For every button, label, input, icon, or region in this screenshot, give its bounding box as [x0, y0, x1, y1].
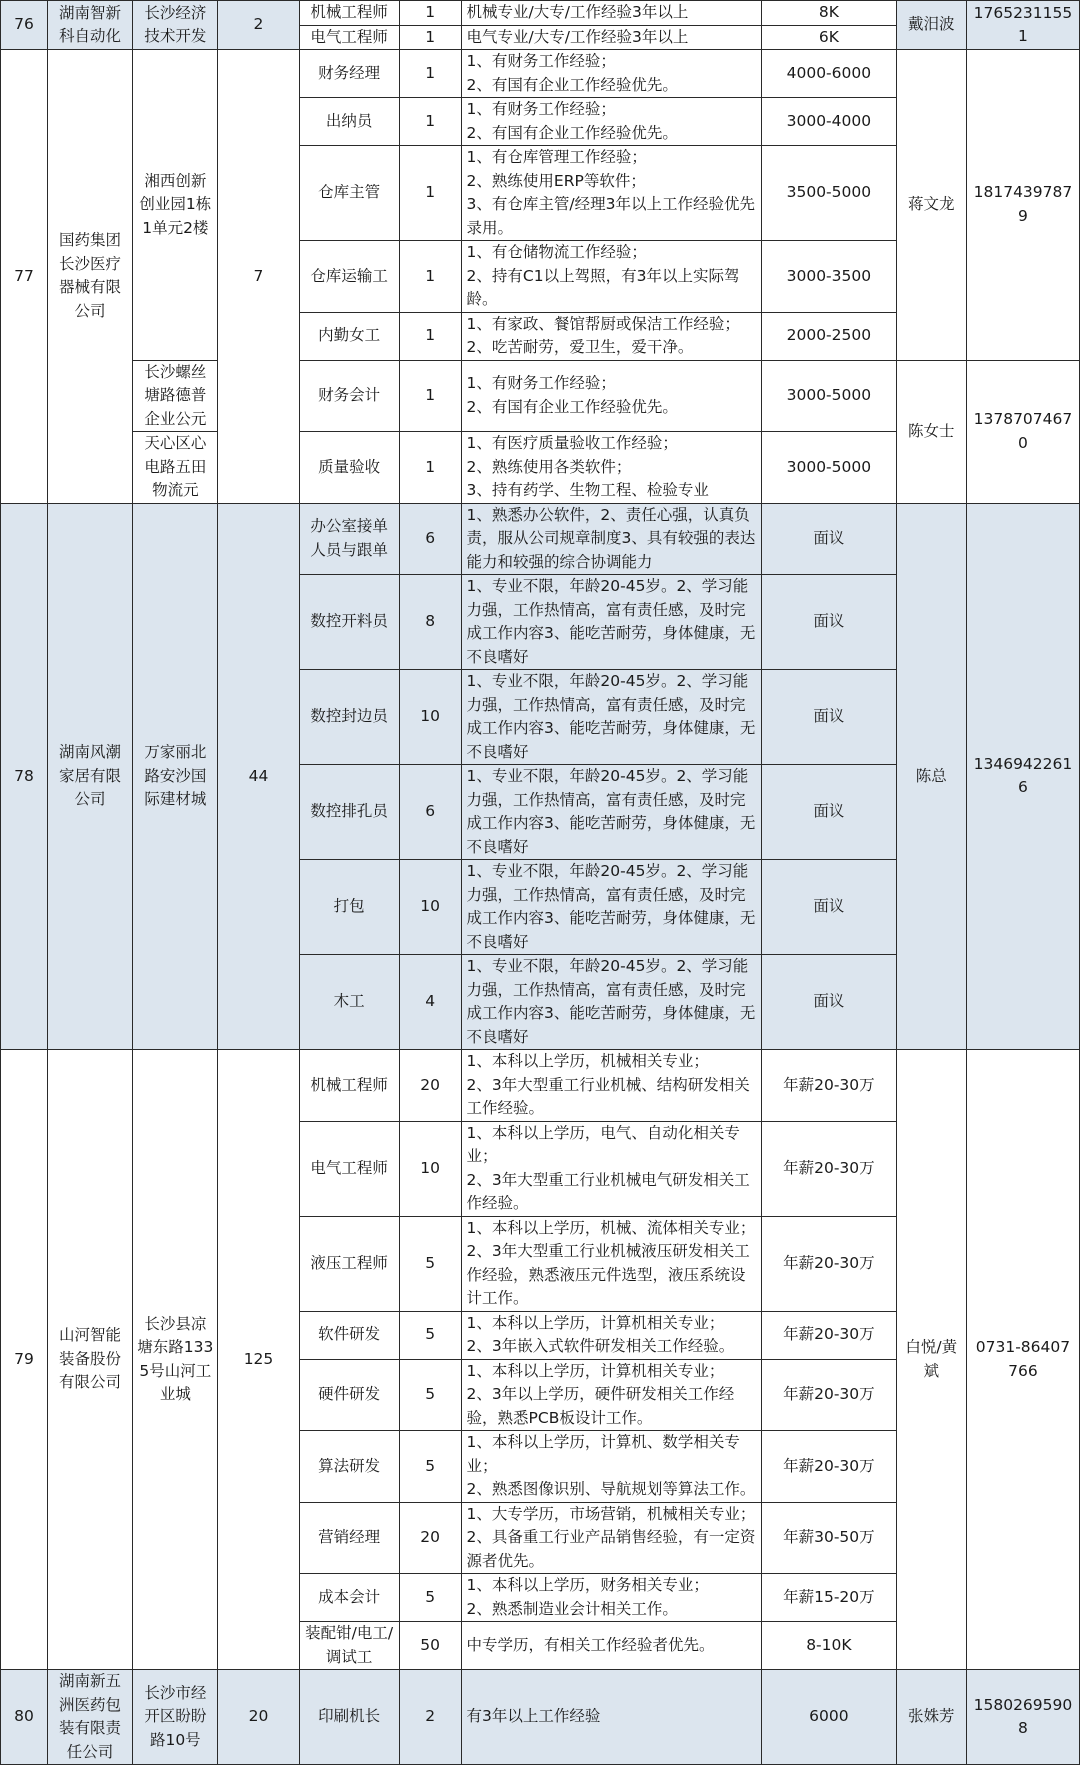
work-address: 天心区心电路五田物流元: [133, 432, 218, 504]
job-requirements: 1、本科以上学历，机械相关专业； 2、3年大型重工行业机械、结构研发相关工作经验。: [461, 1050, 762, 1122]
job-requirements: 有3年以上工作经验: [461, 1670, 762, 1765]
job-title: 算法研发: [299, 1431, 399, 1503]
total-positions: 20: [218, 1670, 299, 1765]
table-row: [1, 50, 1080, 98]
job-title: 软件研发: [299, 1311, 399, 1359]
job-salary: 6K: [762, 25, 896, 50]
job-count: 5: [399, 1431, 461, 1503]
total-positions: 2: [218, 1, 299, 50]
job-salary: 面议: [762, 503, 896, 575]
work-address: 长沙螺丝塘路德普企业公元: [133, 360, 218, 432]
job-count: 1: [399, 50, 461, 98]
job-title: 硬件研发: [299, 1359, 399, 1431]
job-count: 10: [399, 860, 461, 955]
contact-phone: 13787074670: [966, 360, 1079, 503]
job-salary: 3000-5000: [762, 360, 896, 432]
job-requirements: 1、有财务工作经验； 2、有国有企业工作经验优先。: [461, 98, 762, 146]
job-requirements: 电气专业/大专/工作经验3年以上: [461, 25, 762, 50]
job-title: 仓库主管: [299, 146, 399, 241]
job-count: 5: [399, 1359, 461, 1431]
job-title: 电气工程师: [299, 25, 399, 50]
contact-phone: 15802695908: [966, 1670, 1079, 1765]
contact-phone: 18174397879: [966, 50, 1079, 361]
job-salary: 面议: [762, 860, 896, 955]
job-title: 数控排孔员: [299, 765, 399, 860]
job-title: 质量验收: [299, 432, 399, 504]
job-count: 20: [399, 1050, 461, 1122]
job-title: 数控开料员: [299, 575, 399, 670]
job-count: 6: [399, 765, 461, 860]
job-requirements: 1、专业不限，年龄20-45岁。2、学习能力强，工作热情高，富有责任感，及时完成工作内容3、能吃苦耐劳，身体健康，无不良嗜好: [461, 575, 762, 670]
job-count: 1: [399, 360, 461, 432]
company-name: 湖南新五洲医药包装有限责任公司: [47, 1670, 132, 1765]
job-count: 5: [399, 1311, 461, 1359]
job-requirements: 1、熟悉办公软件，2、责任心强，认真负责，服从公司规章制度3、具有较强的表达能力和较强的综合协调能力: [461, 503, 762, 575]
contact-person: 张姝芳: [896, 1670, 966, 1765]
job-requirements: 1、本科以上学历，计算机相关专业； 2、3年嵌入式软件研发相关工作经验。: [461, 1311, 762, 1359]
job-title: 成本会计: [299, 1574, 399, 1622]
job-requirements: 1、专业不限，年龄20-45岁。2、学习能力强，工作热情高，富有责任感，及时完成工作内容3、能吃苦耐劳，身体健康，无不良嗜好: [461, 860, 762, 955]
job-count: 1: [399, 25, 461, 50]
company-name: 湖南智新科自动化: [47, 1, 132, 50]
table-row: [1, 503, 1080, 575]
job-salary: 面议: [762, 670, 896, 765]
company-name: 湖南风潮家居有限公司: [47, 503, 132, 1050]
job-salary: 面议: [762, 955, 896, 1050]
job-count: 1: [399, 241, 461, 313]
job-salary: 3000-3500: [762, 241, 896, 313]
job-title: 内勤女工: [299, 312, 399, 360]
job-title: 电气工程师: [299, 1121, 399, 1216]
table-row: [1, 360, 1080, 432]
job-count: 1: [399, 312, 461, 360]
job-count: 1: [399, 98, 461, 146]
job-count: 5: [399, 1574, 461, 1622]
job-title: 打包: [299, 860, 399, 955]
job-count: 6: [399, 503, 461, 575]
job-count: 1: [399, 1, 461, 26]
job-title: 机械工程师: [299, 1, 399, 26]
job-requirements: 1、有仓储物流工作经验； 2、持有C1以上驾照，有3年以上实际驾龄。: [461, 241, 762, 313]
job-count: 10: [399, 670, 461, 765]
work-address: 长沙县凉塘东路1335号山河工业城: [133, 1050, 218, 1670]
work-address: 万家丽北路安沙国际建材城: [133, 503, 218, 1050]
job-title: 印刷机长: [299, 1670, 399, 1765]
job-salary: 4000-6000: [762, 50, 896, 98]
job-count: 8: [399, 575, 461, 670]
work-address: 长沙经济技术开发: [133, 1, 218, 50]
job-salary: 8K: [762, 1, 896, 26]
job-requirements: 1、本科以上学历，机械、流体相关专业； 2、3年大型重工行业机械液压研发相关工作经验，熟悉液压元件选型，液压系统设计工作。: [461, 1216, 762, 1311]
job-salary: 面议: [762, 765, 896, 860]
job-salary: 年薪20-30万: [762, 1050, 896, 1122]
job-salary: 年薪30-50万: [762, 1502, 896, 1574]
job-title: 木工: [299, 955, 399, 1050]
job-count: 1: [399, 432, 461, 504]
table-row: [1, 1670, 1080, 1765]
work-address: 长沙市经开区盼盼路10号: [133, 1670, 218, 1765]
job-title: 机械工程师: [299, 1050, 399, 1122]
job-salary: 2000-2500: [762, 312, 896, 360]
job-requirements: 1、专业不限，年龄20-45岁。2、学习能力强，工作热情高，富有责任感，及时完成工作内容3、能吃苦耐劳，身体健康，无不良嗜好: [461, 670, 762, 765]
company-name: 国药集团长沙医疗器械有限公司: [47, 50, 132, 504]
job-requirements: 中专学历，有相关工作经验者优先。: [461, 1622, 762, 1670]
job-requirements: 1、有财务工作经验； 2、有国有企业工作经验优先。: [461, 360, 762, 432]
job-requirements: 1、有仓库管理工作经验； 2、熟练使用ERP等软件； 3、有仓库主管/经理3年以上工作经验优先录用。: [461, 146, 762, 241]
job-requirements: 1、大专学历，市场营销，机械相关专业； 2、具备重工行业产品销售经验，有一定资源者优先。: [461, 1502, 762, 1574]
job-title: 财务会计: [299, 360, 399, 432]
job-salary: 年薪20-30万: [762, 1431, 896, 1503]
job-count: 2: [399, 1670, 461, 1765]
job-count: 1: [399, 146, 461, 241]
job-salary: 面议: [762, 575, 896, 670]
company-name: 山河智能装备股份有限公司: [47, 1050, 132, 1670]
job-salary: 年薪20-30万: [762, 1311, 896, 1359]
job-title: 出纳员: [299, 98, 399, 146]
job-salary: 年薪20-30万: [762, 1359, 896, 1431]
job-requirements: 1、专业不限，年龄20-45岁。2、学习能力强，工作热情高，富有责任感，及时完成工作内容3、能吃苦耐劳，身体健康，无不良嗜好: [461, 955, 762, 1050]
job-requirements: 1、本科以上学历，财务相关专业； 2、熟悉制造业会计相关工作。: [461, 1574, 762, 1622]
contact-phone: 17652311551: [966, 1, 1079, 50]
job-title: 营销经理: [299, 1502, 399, 1574]
job-title: 数控封边员: [299, 670, 399, 765]
contact-phone: 0731-86407766: [966, 1050, 1079, 1670]
job-title: 财务经理: [299, 50, 399, 98]
contact-person: 蒋文龙: [896, 50, 966, 361]
job-requirements: 1、有医疗质量验收工作经验； 2、熟练使用各类软件； 3、持有药学、生物工程、检验专业: [461, 432, 762, 504]
job-salary: 3000-4000: [762, 98, 896, 146]
job-salary: 6000: [762, 1670, 896, 1765]
job-requirements: 1、有财务工作经验； 2、有国有企业工作经验优先。: [461, 50, 762, 98]
job-salary: 年薪20-30万: [762, 1121, 896, 1216]
job-salary: 年薪15-20万: [762, 1574, 896, 1622]
job-count: 4: [399, 955, 461, 1050]
job-title: 仓库运输工: [299, 241, 399, 313]
company-no: 79: [1, 1050, 48, 1670]
job-requirements: 机械专业/大专/工作经验3年以上: [461, 1, 762, 26]
job-salary: 3000-5000: [762, 432, 896, 504]
table-row: [1, 1050, 1080, 1122]
job-requirements: 1、有家政、餐馆帮厨或保洁工作经验； 2、吃苦耐劳，爱卫生，爱干净。: [461, 312, 762, 360]
contact-person: 戴汨波: [896, 1, 966, 50]
total-positions: 125: [218, 1050, 299, 1670]
job-salary: 8-10K: [762, 1622, 896, 1670]
company-no: 77: [1, 50, 48, 504]
total-positions: 44: [218, 503, 299, 1050]
job-title: 办公室接单人员与跟单: [299, 503, 399, 575]
job-requirements: 1、本科以上学历，计算机、数学相关专业； 2、熟悉图像识别、导航规划等算法工作。: [461, 1431, 762, 1503]
contact-person: 白悦/黄斌: [896, 1050, 966, 1670]
company-no: 78: [1, 503, 48, 1050]
job-count: 10: [399, 1121, 461, 1216]
job-count: 5: [399, 1216, 461, 1311]
total-positions: 7: [218, 50, 299, 504]
job-count: 50: [399, 1622, 461, 1670]
contact-person: 陈总: [896, 503, 966, 1050]
job-title: 装配钳/电工/调试工: [299, 1622, 399, 1670]
job-salary: 3500-5000: [762, 146, 896, 241]
job-count: 20: [399, 1502, 461, 1574]
table-row: [1, 1, 1080, 26]
work-address: 湘西创新创业园1栋1单元2楼: [133, 50, 218, 361]
job-requirements: 1、专业不限，年龄20-45岁。2、学习能力强，工作热情高，富有责任感，及时完成工作内容3、能吃苦耐劳，身体健康，无不良嗜好: [461, 765, 762, 860]
company-no: 80: [1, 1670, 48, 1765]
job-requirements: 1、本科以上学历，电气、自动化相关专业； 2、3年大型重工行业机械电气研发相关工作经验。: [461, 1121, 762, 1216]
job-salary: 年薪20-30万: [762, 1216, 896, 1311]
company-no: 76: [1, 1, 48, 50]
contact-phone: 13469422616: [966, 503, 1079, 1050]
contact-person: 陈女士: [896, 360, 966, 503]
job-title: 液压工程师: [299, 1216, 399, 1311]
job-requirements: 1、本科以上学历，计算机相关专业； 2、3年以上学历，硬件研发相关工作经验，熟悉PCB板设计工作。: [461, 1359, 762, 1431]
